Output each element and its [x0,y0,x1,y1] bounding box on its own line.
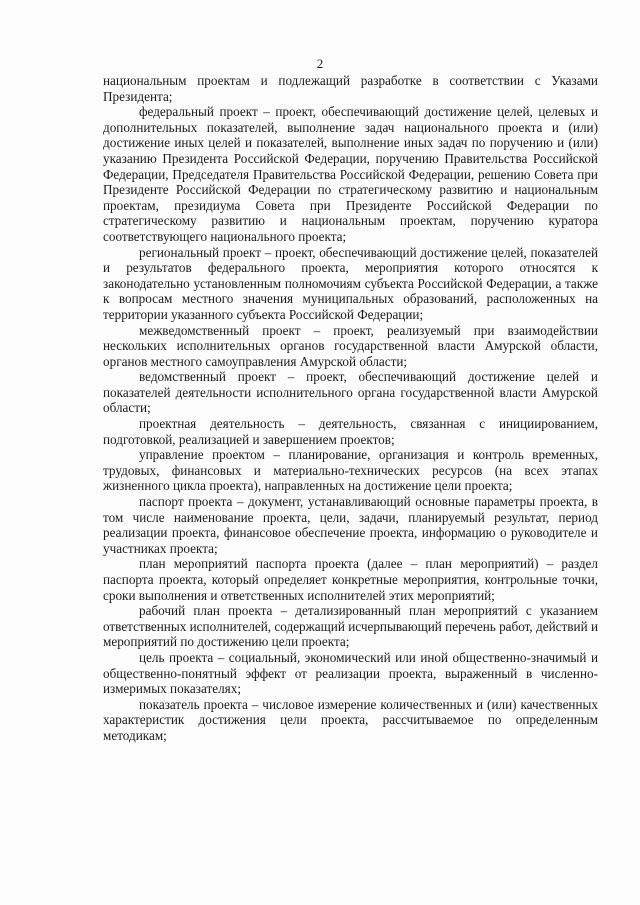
paragraph-regional-project: региональный проект – проект, обеспечивающий достижение целей, показателей и результатов федерального проекта, мероприятия которого относятся к законодательно установленным полномочиям субъекта Российской Федерации, а также к вопросам местного значения муниципальных образований, расположенных на территории указанного субъекта Российской Федерации; [103,244,598,322]
paragraph-project-management: управление проектом – планирование, организация и контроль временных, трудовых, финансовых и материально-технических ресурсов (на всех этапах жизненного цикла проекта), направленных на достижение цели проекта; [103,447,598,494]
paragraph-departmental-project: ведомственный проект – проект, обеспечивающий достижение целей и показателей деятельности исполнительного органа государственной власти Амурской области; [103,369,598,416]
paragraph-project-goal: цель проекта – социальный, экономический или иной общественно-значимый и общественно-понятный эффект от реализации проекта, выраженный в численно-измеримых показателях; [103,649,598,697]
page-number: 2 [316,56,324,71]
paragraph-project-indicator: показатель проекта – числовое измерение количественных и (или) качественных характеристик достижения цели проекта, рассчитываемое по определенным методикам; [103,696,598,743]
document-body [103,73,598,744]
paragraph-federal-project: федеральный проект – проект, обеспечивающий достижение целей, целевых и дополнительных показателей, выполнение задач национального проекта и (или) достижение иных целей и показателей, выполнение иных задач по поручению и (или) указанию Президента Российской Федерации, поручению Правительства Российской Федерации, Председателя Правительства Российской Федерации, решению Совета при Президенте Российской Федерации по стратегическому развитию и национальным проектам, президиума Совета при Президенте Российской Федерации по стратегическому развитию и национальным проектам, поручению куратора соответствующего национального проекта; [103,104,598,244]
paragraph-interdepartmental-project: межведомственный проект – проект, реализуемый при взаимодействии нескольких исполнительных органов государственной власти Амурской области, органов местного самоуправления Амурской области; [103,322,598,369]
paragraph-work-plan: рабочий план проекта – детализированный план мероприятий с указанием ответственных исполнителей, содержащий исчерпывающий перечень работ, действий и мероприятий по достижению цели проекта; [103,603,598,650]
paragraph-action-plan: план мероприятий паспорта проекта (далее – план мероприятий) – раздел паспорта проекта, который определяет конкретные мероприятия, контрольные точки, сроки выполнения и ответственных исполнителей этих мероприятий; [103,556,598,603]
paragraph-continuation: национальным проектам и подлежащий разработке в соответствии с Указами Президента; [103,73,598,104]
paragraph-project-activity: проектная деятельность – деятельность, связанная с инициированием, подготовкой, реализацией и завершением проектов; [103,416,598,447]
paragraph-project-passport: паспорт проекта – документ, устанавливающий основные параметры проекта, в том числе наименование проекта, цели, задачи, планируемый результат, период реализации проекта, финансовое обеспечение проекта, информацию о руководителе и участниках проекта; [103,494,598,556]
